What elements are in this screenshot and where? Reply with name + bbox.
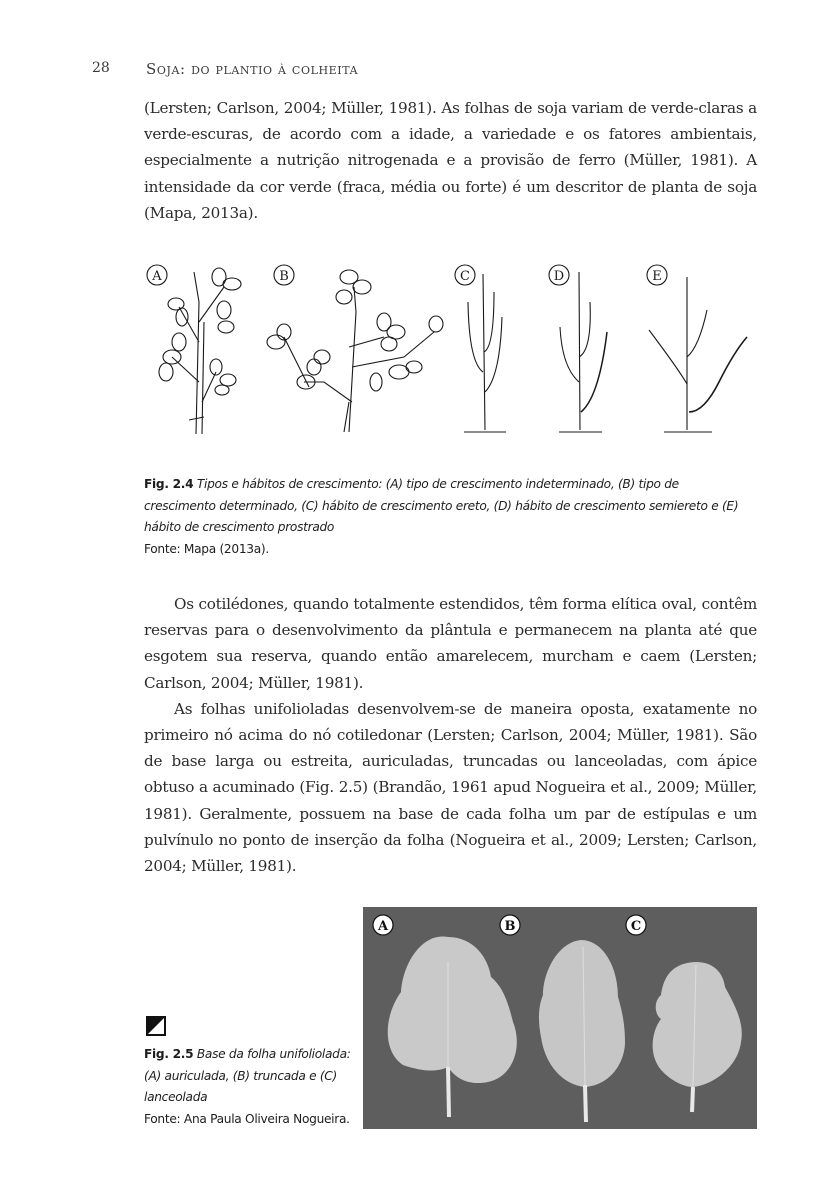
figure-caption-text: Tipos e hábitos de crescimento: (A) tipo de crescimento indeterminado, (B) tipo de crescimento determinado, (C) hábito de crescimento ereto, (D) hábito de crescimento semiereto e (E) hábito de crescimento prostrado <box>144 477 739 534</box>
panel-label-b-text: B <box>279 269 289 284</box>
panel-label-a-text: A <box>152 269 162 284</box>
photo-label-c: C <box>630 919 642 934</box>
figure-2-4-growth-types <box>144 262 764 440</box>
plant-b-drawing <box>267 270 443 432</box>
panel-label-d-text: D <box>553 269 565 284</box>
paragraph: Os cotilédones, quando totalmente estendidos, têm forma elítica oval, contêm reservas para o desenvolvimento da plântula e permanecem na planta até que esgotem sua reserva, quando então amarelecem, murcham e caem (Lersten; Carlson, 2004; Müller, 1981). <box>144 595 757 692</box>
page-number: 28 <box>92 60 110 76</box>
half-filled-square-icon <box>146 1016 166 1036</box>
photo-label-b: B <box>504 919 516 934</box>
paragraph: As folhas unifolioladas desenvolvem-se de maneira oposta, exatamente no primeiro nó acima do nó cotiledonar (Lersten; Carlson, 2004; Müller, 1981). São de base larga ou estreita, auriculadas, truncadas ou lanceoladas, com ápice obtuso a acuminado (Fig. 2.5) (Brandão, 1961 apud Nogueira et al., 2009; Müller, 1981). Geralmente, possuem na base de cada folha um par de estípulas e um pulvínulo no ponto de inserção da folha (Nogueira et al., 2009; Lersten; Carlson, 2004; Müller, 1981). <box>144 699 757 876</box>
plant-d-drawing <box>559 272 607 432</box>
figure-label: Fig. 2.4 <box>144 477 194 491</box>
growth-habit-illustration <box>144 262 764 440</box>
body-text-middle <box>144 591 757 879</box>
running-title: Soja: do plantio à colheita <box>146 60 359 78</box>
figure-label: Fig. 2.5 <box>144 1047 194 1061</box>
plant-c-drawing <box>464 274 506 432</box>
panel-label-c-text: C <box>460 269 470 284</box>
body-text-top <box>144 95 757 226</box>
plant-e-drawing <box>649 277 747 432</box>
photo-label-a: A <box>377 919 389 934</box>
panel-label-e-text: E <box>652 269 662 284</box>
figure-caption-text: Base da folha unifoliolada: (A) auriculada, (B) truncada e (C) lanceolada <box>144 1047 351 1104</box>
plant-a-drawing <box>159 268 241 434</box>
figure-2-5-leaf-photo <box>363 907 757 1129</box>
leaf-photo-image <box>363 907 757 1129</box>
figure-source: Fonte: Mapa (2013a). <box>144 541 269 556</box>
figure-2-4-caption <box>144 474 744 560</box>
figure-2-5-caption <box>144 1044 354 1130</box>
paragraph: (Lersten; Carlson, 2004; Müller, 1981). As folhas de soja variam de verde-claras a verde-escuras, de acordo com a idade, a variedade e os fatores ambientais, especialmente a nutrição nitrogenada e a provisão de ferro (Müller, 1981). A intensidade da cor verde (fraca, média ou forte) é um descritor de planta de soja (Mapa, 2013a). <box>144 99 757 222</box>
figure-source: Fonte: Ana Paula Oliveira Nogueira. <box>144 1111 350 1126</box>
